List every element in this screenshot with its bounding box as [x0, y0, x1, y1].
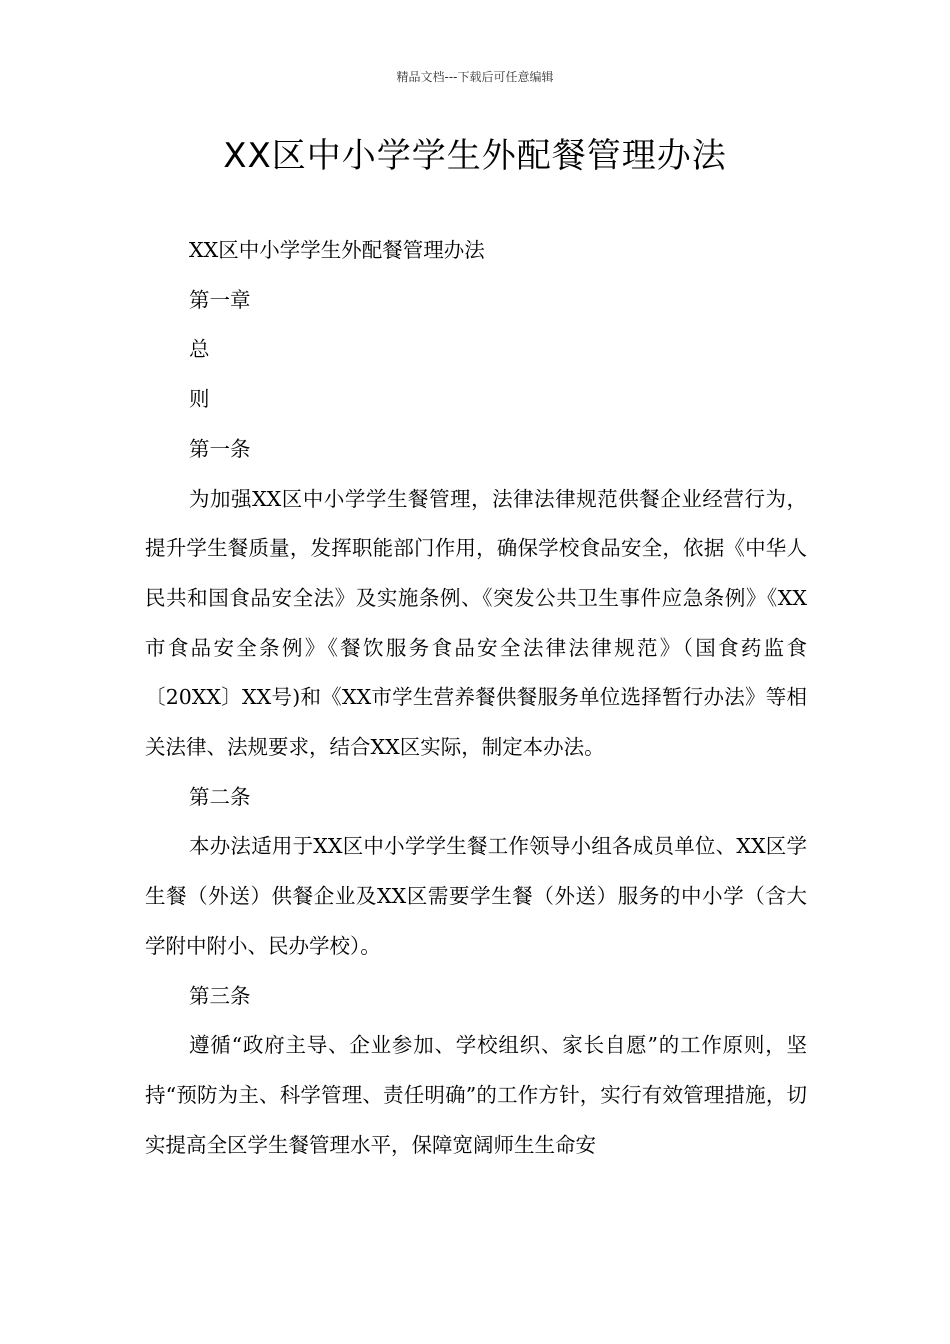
paragraph-article-1-body: 为加强XX区中小学学生餐管理，法律法律规范供餐企业经营行为，提升学生餐质量，发挥职能部门作用，确保学校食品安全，依据《中华人民共和国食品安全法》及实施条例、《突发公共卫生事件应急条例》《XX市食品安全条例》《餐饮服务食品安全法律法律规范》（国食药监食〔20XX〕XX号)和《XX市学生营养餐供餐服务单位选择暂行办法》等相关法律、法规要求，结合XX区实际，制定本办法。 — [145, 486, 807, 760]
paragraph-article-3-body: 遵循“政府主导、企业参加、学校组织、家长自愿”的工作原则，坚持“预防为主、科学管理、责任明确”的工作方针，实行有效管理措施，切实提高全区学生餐管理水平，保障宽阔师生生命安 — [145, 1033, 807, 1157]
paragraph-chapter-name-part2: 则 — [189, 387, 210, 412]
document-body — [145, 226, 807, 1170]
paragraph-article-1-heading: 第一条 — [189, 436, 251, 461]
document-title: XX区中小学学生外配餐管理办法 — [223, 136, 727, 176]
paragraph-article-2-heading: 第二条 — [189, 784, 251, 809]
paragraph-article-2-body: 本办法适用于XX区中小学学生餐工作领导小组各成员单位、XX区学生餐（外送）供餐企业及XX区需要学生餐（外送）服务的中小学（含大学附中附小、民办学校）。 — [145, 834, 807, 958]
paragraph-chapter-name-part1: 总 — [189, 337, 210, 362]
paragraph-subtitle: XX区中小学学生外配餐管理办法 — [189, 238, 485, 262]
paragraph-article-3-heading: 第三条 — [189, 983, 251, 1008]
paragraph-chapter-heading: 第一章 — [189, 287, 251, 312]
page-header: 精品文档---下载后可任意编辑 — [396, 70, 554, 84]
